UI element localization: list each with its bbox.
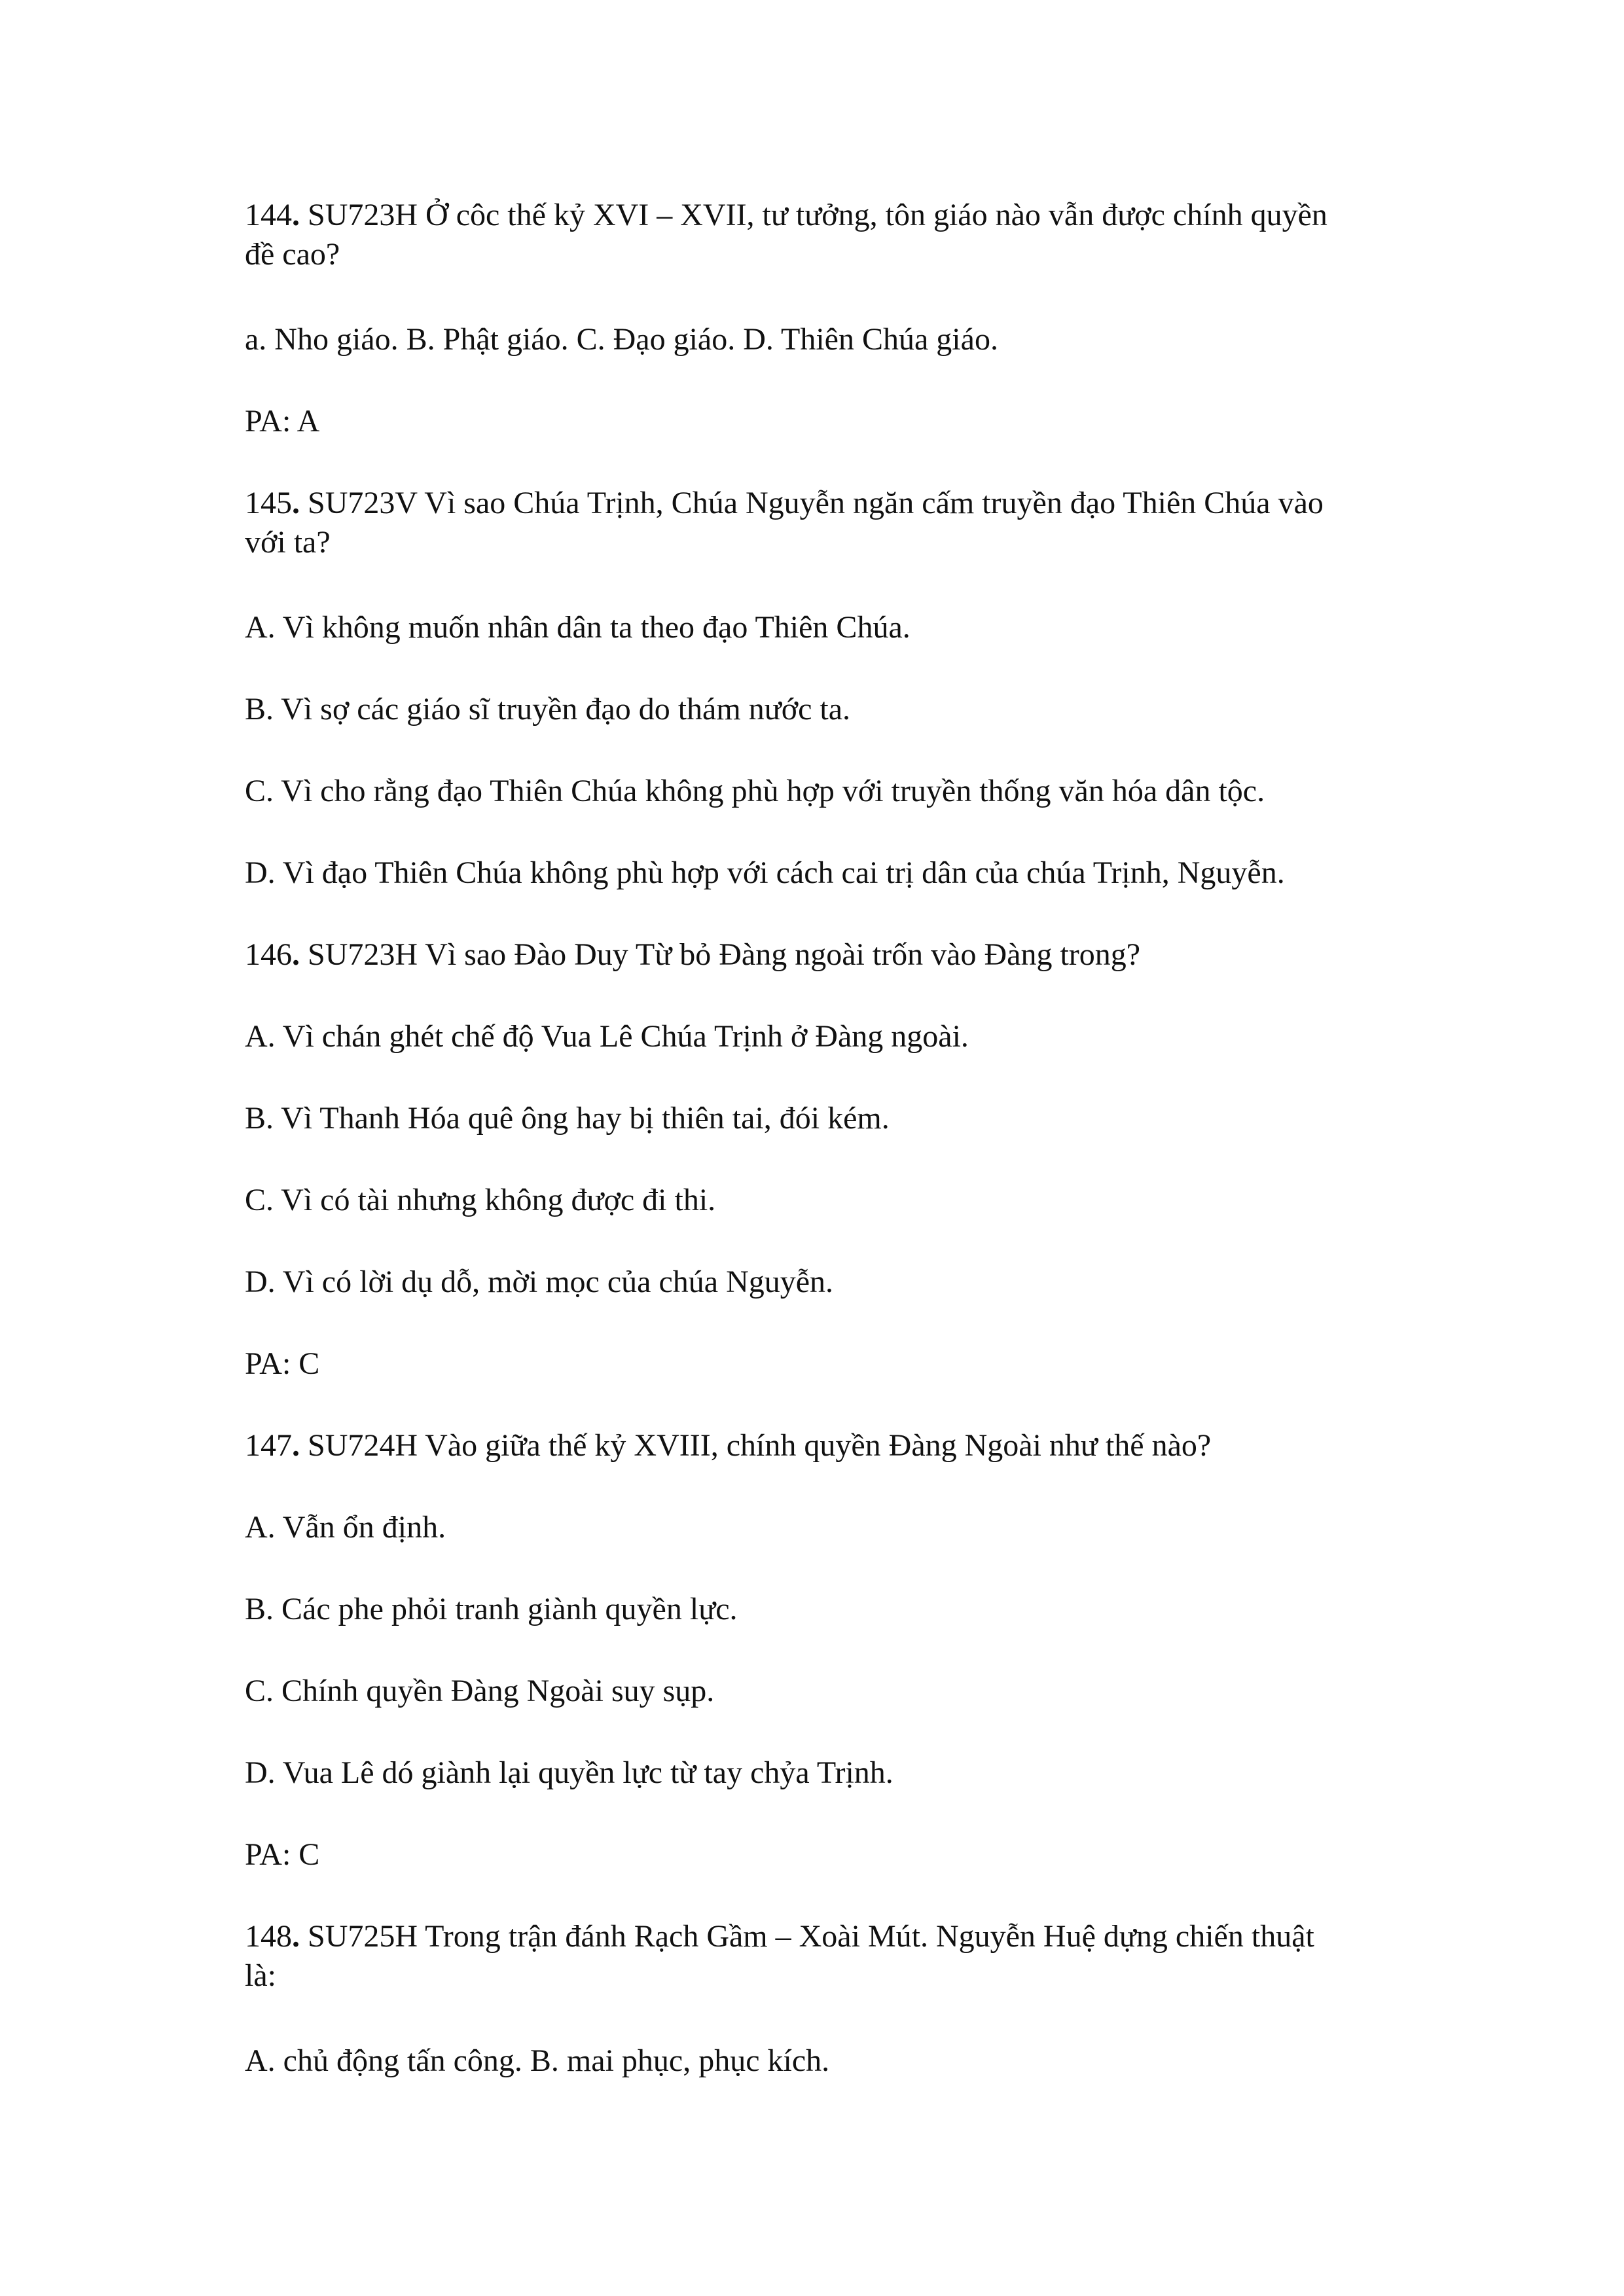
question-145-option-d: D. Vì đạo Thiên Chúa không phù hợp với cách cai trị dân của chúa Trịnh, Nguyễn. <box>245 855 1285 890</box>
question-dot: . <box>292 1428 300 1463</box>
question-146-answer: PA: C <box>245 1346 320 1381</box>
question-number: 144 <box>245 198 292 232</box>
question-number: 148 <box>245 1919 292 1954</box>
question-147-stem <box>245 1424 1397 1467</box>
question-144-options: a. Nho giáo. B. Phật giáo. C. Đạo giáo. D. Thiên Chúa giáo. <box>245 322 998 357</box>
question-dot: . <box>292 937 300 972</box>
question-text: SU723V Vì sao Chúa Trịnh, Chúa Nguyễn ngăn cấm truyền đạo Thiên Chúa vào <box>300 486 1324 520</box>
question-146-stem <box>245 933 1397 977</box>
question-146-option-b: B. Vì Thanh Hóa quê ông hay bị thiên tai, đói kém. <box>245 1101 890 1136</box>
question-147-option-a: A. Vẫn ổn định. <box>245 1510 446 1545</box>
question-dot: . <box>292 486 300 520</box>
question-144-stem <box>245 194 1397 237</box>
question-number: 145 <box>245 486 292 520</box>
question-148-stem <box>245 1915 1397 1958</box>
question-dot: . <box>292 1919 300 1954</box>
question-text: SU723H Ở côc thế kỷ XVI – XVII, tư tưởng, tôn giáo nào vẫn được chính quyền <box>300 198 1327 232</box>
question-text: SU725H Trong trận đánh Rạch Gầm – Xoài Mút. Nguyễn Huệ dựng chiến thuật <box>300 1919 1314 1954</box>
question-144-answer: PA: A <box>245 404 320 439</box>
question-147-answer: PA: C <box>245 1837 320 1872</box>
question-145-option-a: A. Vì không muốn nhân dân ta theo đạo Thiên Chúa. <box>245 610 911 645</box>
question-145-stem <box>245 482 1397 525</box>
question-145-stem-continued: với ta? <box>245 525 331 560</box>
question-146-option-c: C. Vì có tài nhưng không được đi thi. <box>245 1183 716 1217</box>
question-148-stem-continued: là: <box>245 1958 276 1993</box>
question-dot: . <box>292 198 300 232</box>
question-number: 147 <box>245 1428 292 1463</box>
question-145-option-c: C. Vì cho rằng đạo Thiên Chúa không phù hợp với truyền thống văn hóa dân tộc. <box>245 774 1265 808</box>
question-text: SU724H Vào giữa thế kỷ XVIII, chính quyền Đàng Ngoài như thế nào? <box>300 1428 1212 1463</box>
question-148-options: A. chủ động tấn công. B. mai phục, phục kích. <box>245 2043 830 2078</box>
question-number: 146 <box>245 937 292 972</box>
question-147-option-c: C. Chính quyền Đàng Ngoài suy sụp. <box>245 1674 715 1708</box>
question-145-option-b: B. Vì sợ các giáo sĩ truyền đạo do thám nước ta. <box>245 692 851 726</box>
question-147-option-d: D. Vua Lê dó giành lại quyền lực từ tay chỷa Trịnh. <box>245 1755 893 1790</box>
question-147-option-b: B. Các phe phỏi tranh giành quyền lực. <box>245 1592 738 1626</box>
question-146-option-a: A. Vì chán ghét chế độ Vua Lê Chúa Trịnh ở Đàng ngoài. <box>245 1019 969 1054</box>
question-144-stem-continued: đề cao? <box>245 237 340 272</box>
question-146-option-d: D. Vì có lời dụ dỗ, mời mọc của chúa Nguyễn. <box>245 1265 834 1299</box>
question-text: SU723H Vì sao Đào Duy Từ bỏ Đàng ngoài trốn vào Đàng trong? <box>300 937 1141 972</box>
